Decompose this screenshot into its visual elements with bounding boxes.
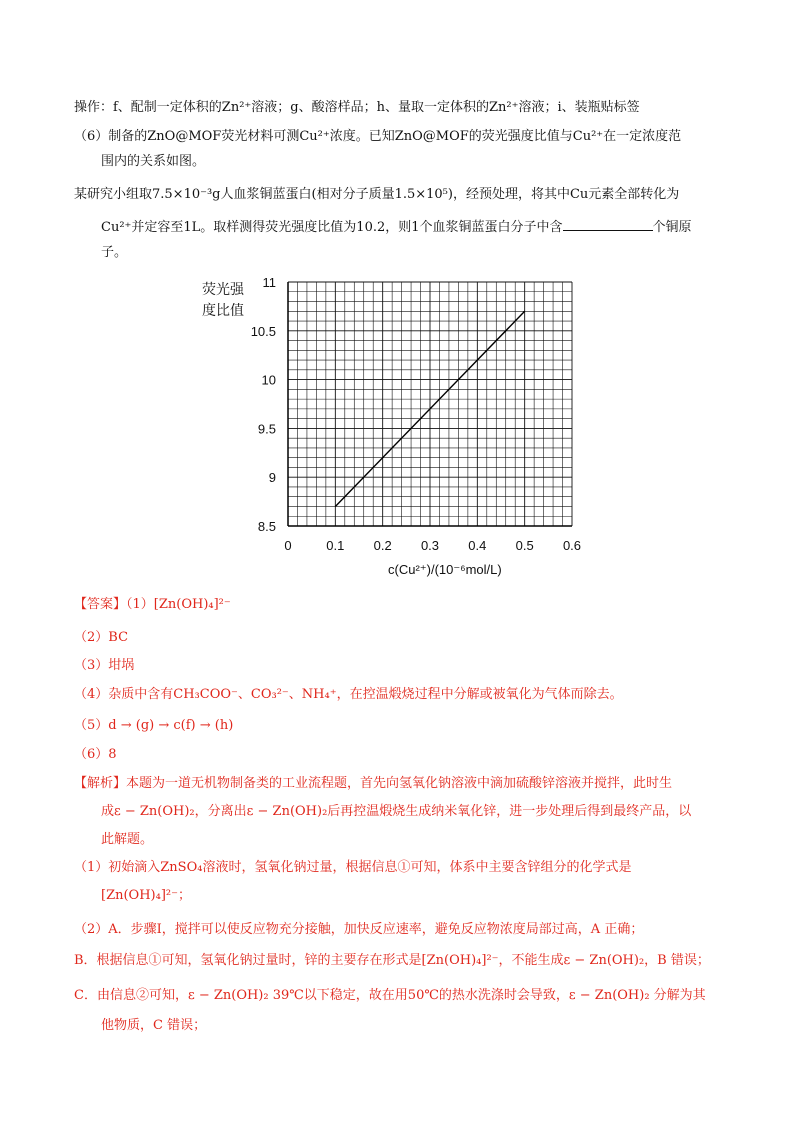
x-tick-label: 0.3	[420, 538, 440, 553]
analysis-line-9: 他物质，C 错误；	[101, 1018, 207, 1033]
fluorescence-chart	[190, 272, 590, 582]
y-tick-label: 8.5	[257, 519, 276, 534]
answer-line-1	[74, 595, 231, 615]
answer-line-4: （4）杂质中含有CH₃COO⁻、CO₃²⁻、NH₄⁺，在控温煅烧过程中分解或被氧化为气体而除去。	[74, 687, 623, 702]
chart-ylabel-line2: 度比值	[202, 302, 244, 318]
text-line-5	[101, 216, 692, 238]
analysis-line-3: 此解题。	[101, 832, 154, 847]
analysis-line-5: [Zn(OH)₄]²⁻；	[101, 888, 191, 903]
chart-grid	[288, 282, 572, 526]
text-line-3: 围内的关系如图。	[101, 154, 206, 169]
text-line-5b: 个铜原	[652, 220, 692, 235]
analysis-line-8: C．由信息②可知，ε − Zn(OH)₂ 39℃以下稳定，故在用50℃的热水洗涤时会导致，ε − Zn(OH)₂ 分解为其	[74, 988, 706, 1003]
answer-line-2: （2）BC	[74, 630, 129, 645]
answer-blank	[563, 216, 653, 231]
answer-line-3: （3）坩埚	[74, 658, 135, 673]
analysis-tag: 【解析】	[74, 776, 127, 791]
analysis-line-6: （2）A．步骤Ⅰ，搅拌可以使反应物充分接触，加快反应速率，避免反应物浓度局部过高，A 正确；	[74, 922, 644, 937]
text-line-5a: Cu²⁺并定容至1L。取样测得荧光强度比值为10.2，则1个血浆铜蓝蛋白分子中含	[101, 220, 563, 235]
text-line-2: （6）制备的ZnO@MOF荧光材料可测Cu²⁺浓度。已知ZnO@MOF的荧光强度比值与Cu²⁺在一定浓度范	[74, 129, 682, 144]
y-tick-label: 11	[262, 275, 276, 290]
answer-1: （1）[Zn(OH)₄]²⁻	[126, 597, 231, 612]
answer-line-5: （5）d → (g) → c(f) → (h)	[74, 718, 234, 733]
analysis-line-7: B．根据信息①可知，氢氧化钠过量时，锌的主要存在形式是[Zn(OH)₄]²⁻，不能生成ε − Zn(OH)₂，B 错误；	[74, 953, 710, 968]
answer-tag: 【答案】	[74, 597, 127, 612]
x-tick-label: 0.5	[515, 538, 534, 553]
analysis-line-1	[74, 774, 672, 794]
x-tick-label: 0	[284, 538, 292, 553]
chart-ticks	[251, 275, 581, 553]
x-tick-label: 0.1	[326, 538, 345, 553]
y-tick-label: 9	[268, 470, 276, 486]
x-tick-label: 0.2	[373, 538, 392, 553]
answer-line-6: （6）8	[74, 747, 117, 762]
analysis-line-2: 成ε − Zn(OH)₂，分离出ε − Zn(OH)₂后再控温煅烧生成纳米氧化锌，进一步处理后得到最终产品，以	[101, 804, 692, 819]
y-tick-label: 10.5	[250, 323, 276, 339]
x-tick-label: 0.4	[468, 538, 487, 553]
text-line-4: 某研究小组取7.5×10⁻³g人血浆铜蓝蛋白(相对分子质量1.5×10⁵)，经预处理，将其中Cu元素全部转化为	[74, 187, 680, 202]
y-tick-label: 10	[261, 372, 276, 388]
chart-ylabel-line1: 荧光强	[202, 281, 244, 297]
x-tick-label: 0.6	[562, 538, 582, 553]
analysis-line-4: （1）初始滴入ZnSO₄溶液时，氢氧化钠过量，根据信息①可知，体系中主要含锌组分的化学式是	[74, 860, 632, 875]
chart-xlabel: c(Cu²⁺)/(10⁻⁶mol/L)	[388, 562, 502, 577]
y-tick-label: 9.5	[257, 421, 276, 437]
analysis-1: 本题为一道无机物制备类的工业流程题，首先向氢氧化钠溶液中滴加硫酸锌溶液并搅拌，此时生	[126, 776, 673, 791]
text-line-6: 子。	[101, 245, 128, 260]
text-line-1: 操作：f、配制一定体积的Zn²⁺溶液；g、酸溶样品；h、量取一定体积的Zn²⁺溶液；i、装瓶贴标签	[74, 100, 640, 115]
